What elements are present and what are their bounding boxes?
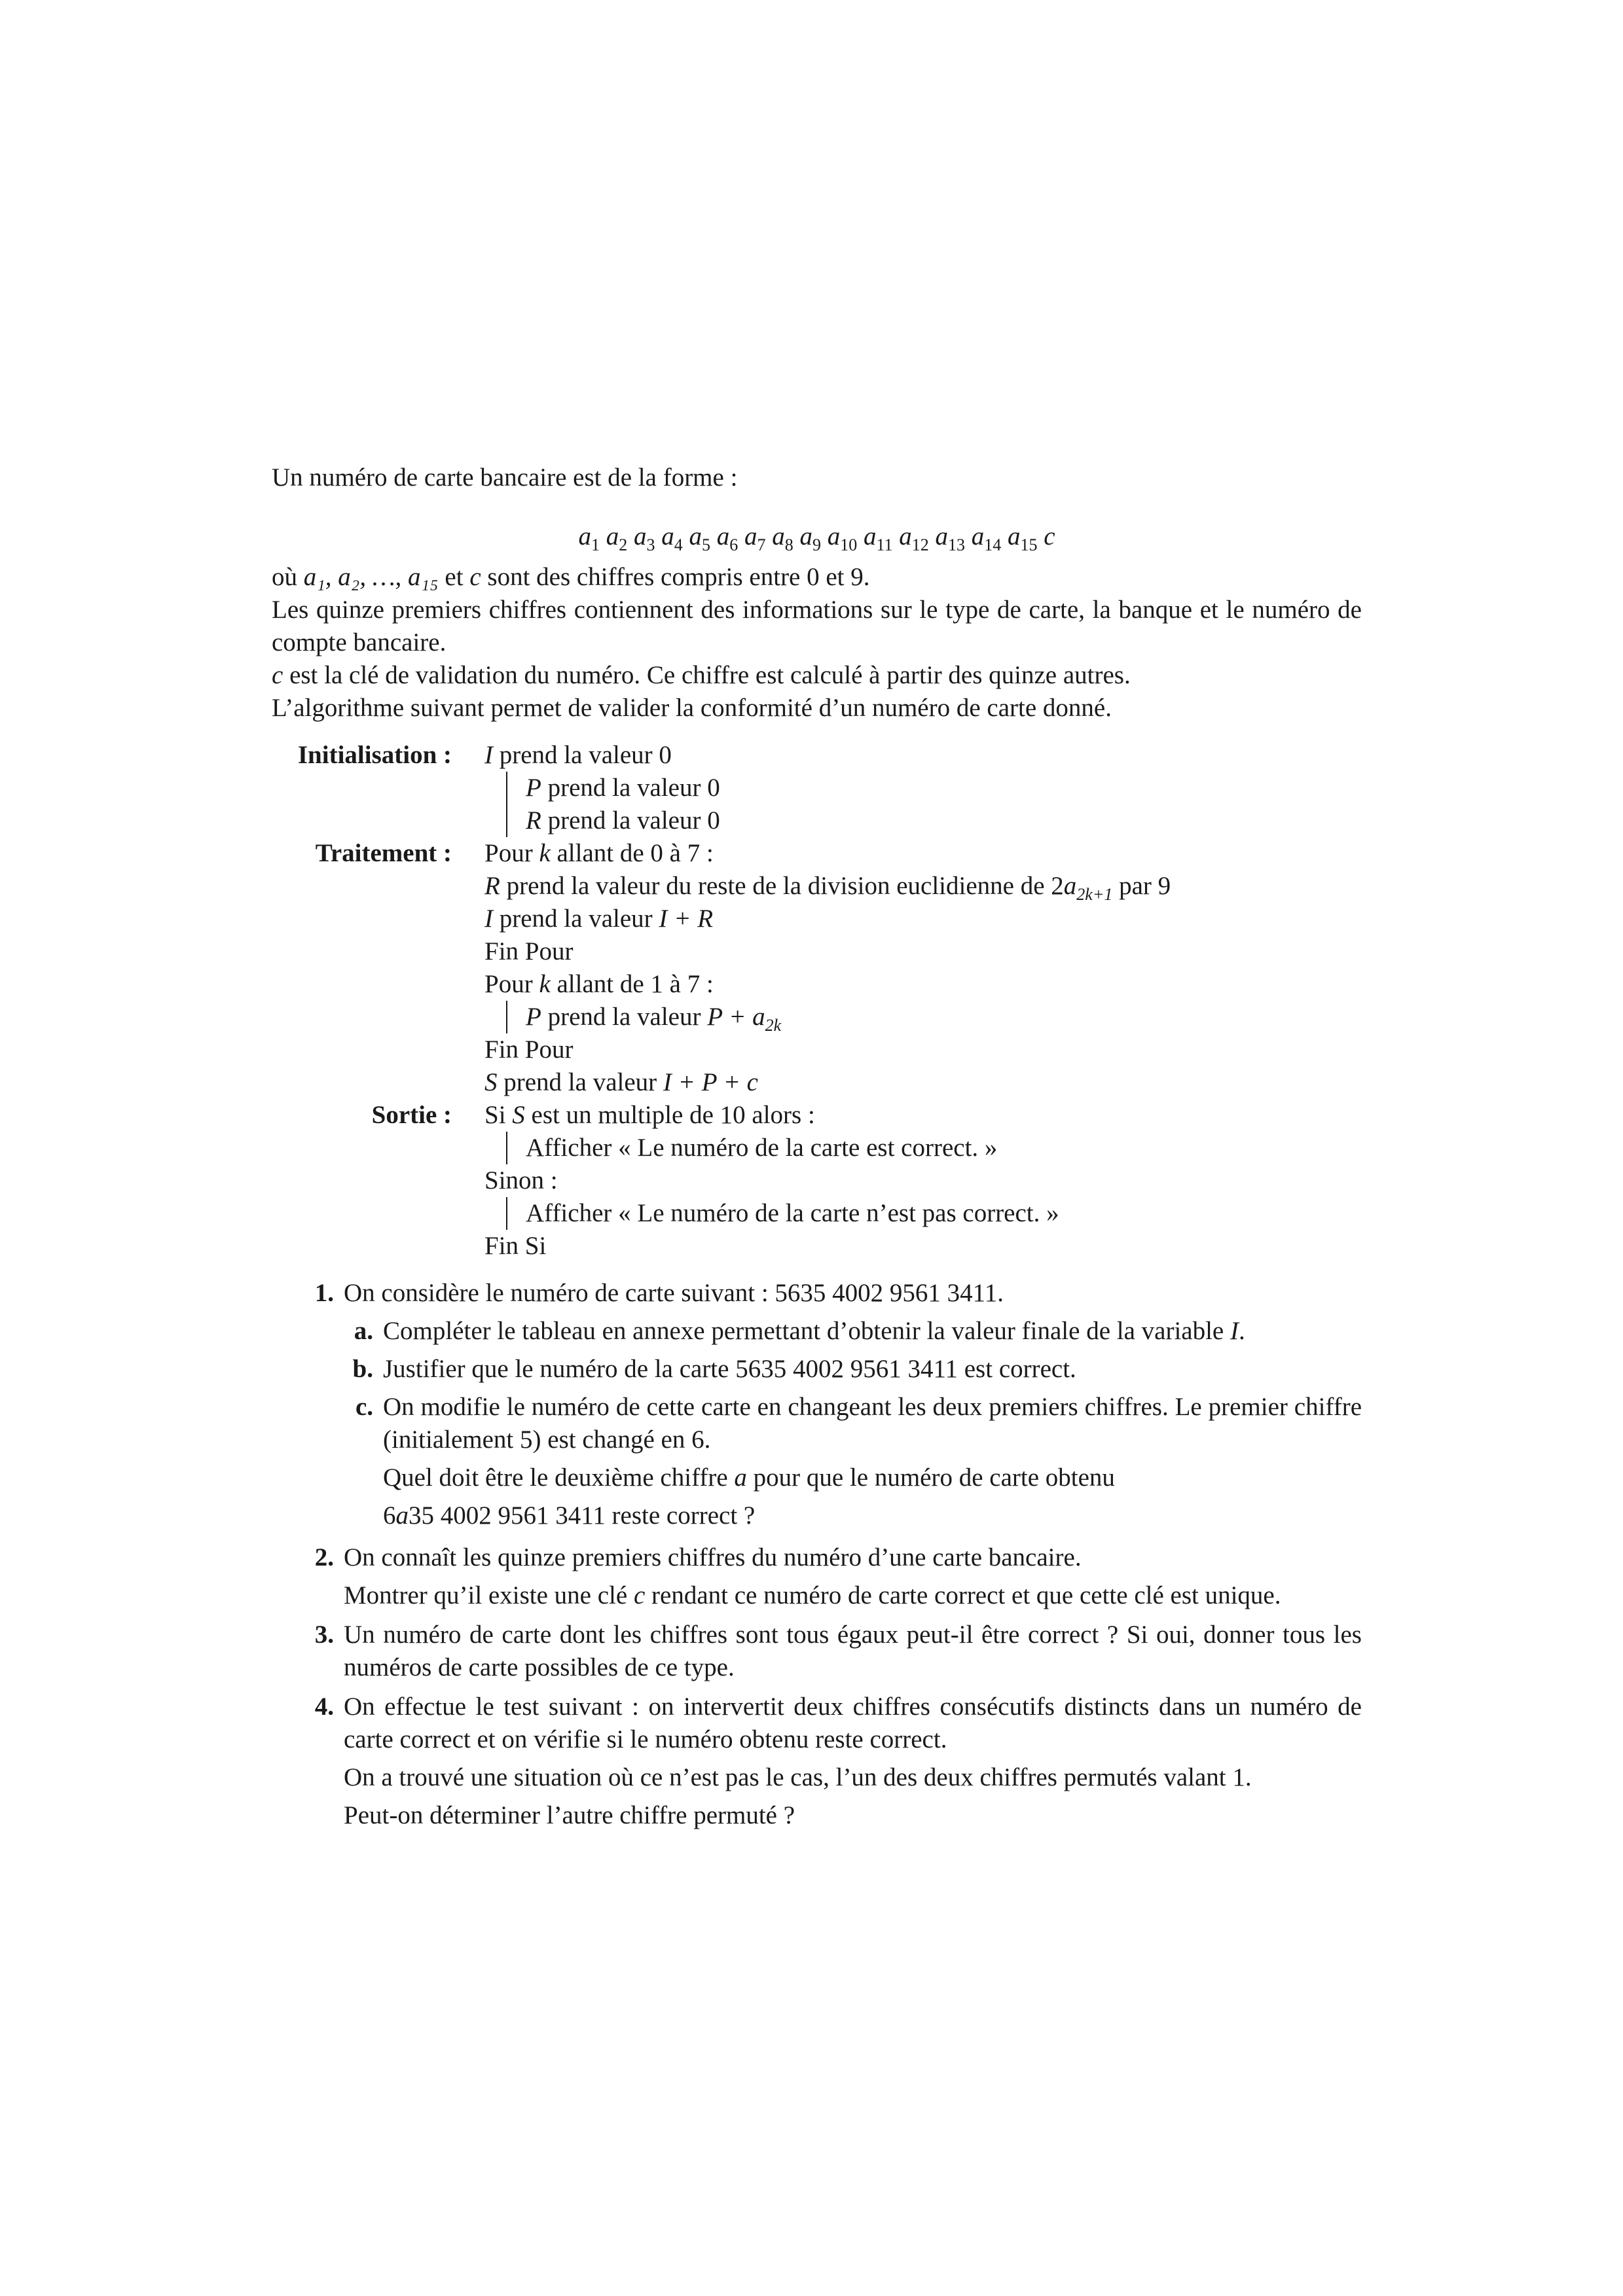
definition-key: c est la clé de validation du numéro. Ce chiffre est calculé à partir des quinze autres. (272, 661, 1131, 689)
algo-s-step: S prend la valeur I + P + c (484, 1068, 758, 1096)
question-3: 3. Un numéro de carte dont les chiffres sont tous égaux peut-il être correct ? Si oui, donner tous les numéros de carte possibles de ce type. (314, 1621, 1362, 1681)
label-initialisation: Initialisation : (297, 741, 452, 769)
algo-loop-2: Pour k allant de 1 à 7 : (484, 970, 714, 998)
algo-treatment-row: Traitement : Pour k allant de 0 à 7 : (272, 837, 1362, 870)
algo-loop2-indented: P prend la valeur $P + a_{2k}$ (272, 1001, 1362, 1033)
algo-init-indented: P prend la valeur 0 R prend la valeur 0 (272, 772, 1362, 837)
question-4: 4. On effectue le test suivant : on intervertit deux chiffres consécutifs distincts dans un numéro de carte correct et on vérifie si le numéro obtenu reste correct. On a trouvé une situation où ce n’est pas le cas, l’un des deux chiffres permutés valant 1. Peut-on déterminer l’autre chiffre permuté ? (314, 1693, 1362, 1829)
card-number-formula: $a_1$ $a_2$ $a_3$ $a_4$ $a_5$ $a_6$ $a_7$ $a_8$ $a_9$ $a_{10}$ $a_{11}$ $a_{12}$ $a_{13}$ $a_{14}$ $a_{15}$ c (578, 522, 1055, 554)
msg-correct: Afficher « Le numéro de la carte est correct. » (526, 1134, 998, 1162)
msg-incorrect: Afficher « Le numéro de la carte n’est pas correct. » (526, 1199, 1059, 1227)
algorithm-intro: L’algorithme suivant permet de valider la conformité d’un numéro de carte donné. (272, 694, 1112, 722)
questions-list (272, 1277, 1362, 1832)
indent-bar (506, 1001, 507, 1033)
question-1c: c. On modifie le numéro de cette carte en changeant les deux premiers chiffres. Le premier chiffre (initialement 5) est changé en 6. Quel doit être le deuxième chiffre a pour que le numéro de carte obtenu 6a35 4002 9561 3411 reste correct ? (355, 1393, 1362, 1530)
algo-end-if: Fin Si (484, 1232, 547, 1260)
question-2: 2. On connaît les quinze premiers chiffres du numéro d’une carte bancaire. Montrer qu’il existe une clé c rendant ce numéro de carte correct et que cette clé est unique. (314, 1543, 1281, 1609)
intro-line: Un numéro de carte bancaire est de la forme : (272, 463, 738, 492)
exercise-page (272, 461, 1362, 1839)
question-1b: b. Justifier que le numéro de la carte 5635 4002 9561 3411 est correct. (352, 1355, 1076, 1383)
label-sortie: Sortie : (371, 1101, 452, 1129)
algo-i-step: I prend la valeur I + R (484, 905, 714, 933)
question-1a: a. Compléter le tableau en annexe permettant d’obtenir la valeur finale de la variable I. (354, 1317, 1245, 1345)
definition-first-digits: Les quinze premiers chiffres contiennent des informations sur le type de carte, la banque et le numéro de compte bancaire. (272, 596, 1362, 656)
algo-init-row: Initialisation : I prend la valeur 0 (272, 739, 1362, 772)
question-1: 1. On considère le numéro de carte suivant : 5635 4002 9561 3411. a. Compléter le tableau en annexe permettant d’obtenir la valeur finale de la variable I. b. Justifier que le numéro de la carte 5635 4002 9561 3411 est correct. c. On modifie le numéro de cette carte en changeant les deux premiers chiffres. Le premier chiffre (initialement 5) est changé en 6. Quel doit être le deuxième chiffre a pour que le numéro de carte obtenu 6a35 4002 9561 3411 reste correct ? (272, 1277, 1362, 1535)
algo-output-row: Sortie : Si S est un multiple de 10 alors : (272, 1099, 1362, 1132)
algo-end-loop-2: Fin Pour (484, 1035, 574, 1064)
algo-r-step: R prend la valeur du reste de la division euclidienne de $2a_{2k+1}$ par 9 (484, 872, 1171, 904)
definition-digits: où a₁, a₂, …, a₁₅ et c sont des chiffres compris entre 0 et 9. (272, 563, 870, 591)
label-traitement: Traitement : (315, 839, 452, 867)
algorithm-block (272, 739, 1362, 1263)
indent-bar (506, 772, 507, 837)
indent-bar (506, 1197, 507, 1230)
algo-end-loop-1: Fin Pour (484, 937, 574, 965)
indent-bar (506, 1132, 507, 1164)
algo-else: Sinon : (484, 1166, 558, 1194)
